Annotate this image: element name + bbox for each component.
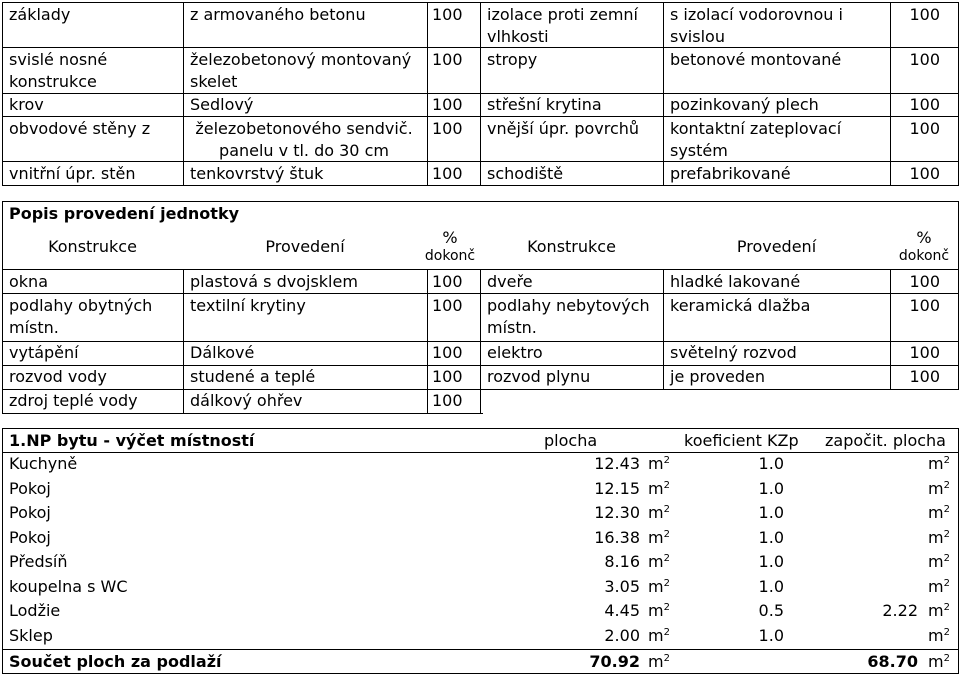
- room-coefficient: 1.0: [758, 625, 784, 645]
- room-name: Pokoj: [9, 527, 51, 547]
- room-name: Pokoj: [9, 503, 51, 522]
- cell-value: betonové montované: [670, 50, 842, 69]
- unit-m2: $m^2$: [928, 601, 950, 620]
- total-label: Součet ploch za podlaží: [9, 652, 222, 671]
- cell-label: střešní krytina: [487, 95, 602, 114]
- room-coefficient: 1.0: [758, 454, 784, 473]
- unit-m2: $m^2$: [928, 478, 950, 498]
- cell-label: stropy: [487, 50, 538, 69]
- unit-m2: $m^2$: [928, 527, 950, 547]
- cell-value: kontaktní zateplovací systém: [670, 119, 842, 160]
- cell-percent: 100: [909, 119, 940, 138]
- cell-label: rozvod plynu: [487, 367, 591, 386]
- room-name: Sklep: [9, 625, 53, 645]
- cell-percent: 100: [909, 343, 940, 362]
- cell-label: elektro: [487, 343, 543, 362]
- room-coefficient: 1.0: [758, 527, 784, 547]
- cell-value: Dálkové: [190, 343, 255, 362]
- cell-value: železobetonový montovaný skelet: [190, 50, 412, 91]
- unit-m2: $m^2$: [648, 478, 670, 498]
- unit-m2: $m^2$: [648, 601, 670, 620]
- unit-m2: $m^2$: [648, 625, 670, 645]
- cell-percent: 100: [432, 343, 463, 362]
- room-name: Předsíň: [9, 552, 68, 571]
- cell-label: okna: [9, 272, 48, 291]
- total-area: 70.92: [589, 652, 640, 671]
- unit-m2: $m^2$: [928, 625, 950, 645]
- cell-label: svislé nosné konstrukce: [9, 50, 108, 91]
- cell-value: z armovaného betonu: [190, 5, 366, 24]
- room-name: Pokoj: [9, 478, 51, 498]
- cell-label: dveře: [487, 272, 533, 291]
- header-coefficient: koeficient KZp: [684, 431, 799, 450]
- cell-label: schodiště: [487, 164, 564, 183]
- cell-label: vnější úpr. povrchů: [487, 119, 640, 138]
- unit-m2: $m^2$: [648, 552, 670, 571]
- unit-m2: $m^2$: [648, 652, 670, 671]
- cell-value: světelný rozvod: [670, 343, 797, 362]
- cell-value: pozinkovaný plech: [670, 95, 819, 114]
- cell-label: zdroj teplé vody: [9, 391, 138, 410]
- unit-m2: $m^2$: [648, 454, 670, 473]
- cell-label: vnitřní úpr. stěn: [9, 164, 136, 183]
- cell-label: krov: [9, 95, 44, 114]
- cell-label: základy: [9, 5, 71, 24]
- room-name: koupelna s WC: [9, 576, 128, 596]
- header-percent-symbol: %: [442, 228, 458, 247]
- cell-percent: 100: [909, 367, 940, 386]
- cell-percent: 100: [432, 272, 463, 291]
- unit-m2: $m^2$: [648, 576, 670, 596]
- room-coefficient: 1.0: [758, 478, 784, 498]
- cell-label: obvodové stěny z: [9, 119, 151, 138]
- room-area: 4.45: [604, 601, 640, 620]
- unit-m2: $m^2$: [928, 552, 950, 571]
- cell-value: tenkovrstvý štuk: [190, 164, 324, 183]
- cell-percent: 100: [909, 272, 940, 291]
- cell-value: keramická dlažba: [670, 296, 811, 315]
- room-area: 12.43: [594, 454, 640, 473]
- cell-percent: 100: [432, 367, 463, 386]
- cell-value: hladké lakované: [670, 272, 801, 291]
- cell-percent: 100: [432, 119, 463, 138]
- unit-m2: $m^2$: [928, 503, 950, 522]
- header-area: plocha: [544, 431, 598, 450]
- cell-percent: 100: [432, 164, 463, 183]
- cell-value: plastová s dvojsklem: [190, 272, 358, 291]
- cell-value: je proveden: [670, 367, 765, 386]
- room-area: 2.00: [604, 625, 640, 645]
- room-coefficient: 0.5: [758, 601, 784, 620]
- header-construction: Konstrukce: [527, 237, 616, 256]
- cell-value: s izolací vodorovnou i svislou: [670, 5, 843, 46]
- room-area: 12.15: [594, 478, 640, 498]
- room-name: Kuchyně: [9, 454, 78, 473]
- room-area: 12.30: [594, 503, 640, 522]
- cell-percent: 100: [432, 296, 463, 315]
- header-percent-label: dokonč: [898, 248, 950, 264]
- section-title: Popis provedení jednotky: [9, 204, 240, 223]
- header-percent-label: dokonč: [424, 248, 476, 264]
- unit-m2: $m^2$: [928, 576, 950, 596]
- room-coefficient: 1.0: [758, 552, 784, 571]
- header-percent-symbol: %: [916, 228, 932, 247]
- room-area: 3.05: [604, 576, 640, 596]
- room-name: Lodžie: [9, 601, 61, 620]
- cell-value: textilní krytiny: [190, 296, 306, 315]
- unit-m2: $m^2$: [648, 527, 670, 547]
- cell-percent: 100: [909, 50, 940, 69]
- header-construction: Konstrukce: [48, 237, 137, 256]
- cell-value: dálkový ohřev: [190, 391, 303, 410]
- cell-value: studené a teplé: [190, 367, 316, 386]
- room-coefficient: 1.0: [758, 576, 784, 596]
- cell-label: izolace proti zemní vlhkosti: [487, 5, 638, 46]
- cell-label: rozvod vody: [9, 367, 107, 386]
- total-counted-area: 68.70: [867, 652, 918, 671]
- cell-percent: 100: [909, 95, 940, 114]
- unit-m2: $m^2$: [648, 503, 670, 522]
- cell-value: Sedlový: [190, 95, 254, 114]
- cell-value: železobetonového sendvič. panelu v tl. do 30 cm: [195, 119, 413, 160]
- cell-percent: 100: [432, 5, 463, 24]
- cell-percent: 100: [432, 95, 463, 114]
- room-coefficient: 1.0: [758, 503, 784, 522]
- header-execution: Provedení: [265, 237, 345, 256]
- unit-m2: $m^2$: [928, 454, 950, 473]
- header-counted-area: započit. plocha: [825, 431, 946, 450]
- cell-label: podlahy nebytových místn.: [487, 296, 650, 337]
- room-area: 8.16: [604, 552, 640, 571]
- cell-percent: 100: [909, 164, 940, 183]
- room-counted-area: 2.22: [882, 601, 918, 620]
- header-execution: Provedení: [736, 237, 817, 256]
- header-percent: [420, 229, 480, 265]
- cell-percent: 100: [432, 50, 463, 69]
- header-percent: [890, 229, 958, 265]
- cell-label: podlahy obytných místn.: [9, 296, 153, 337]
- cell-label: vytápění: [9, 343, 79, 362]
- cell-percent: 100: [909, 5, 940, 24]
- room-area: 16.38: [594, 527, 640, 547]
- cell-percent: 100: [432, 391, 463, 410]
- unit-m2: $m^2$: [928, 652, 950, 671]
- rooms-title: 1.NP bytu - výčet místností: [9, 431, 255, 450]
- cell-value: prefabrikované: [670, 164, 791, 183]
- cell-percent: 100: [909, 296, 940, 315]
